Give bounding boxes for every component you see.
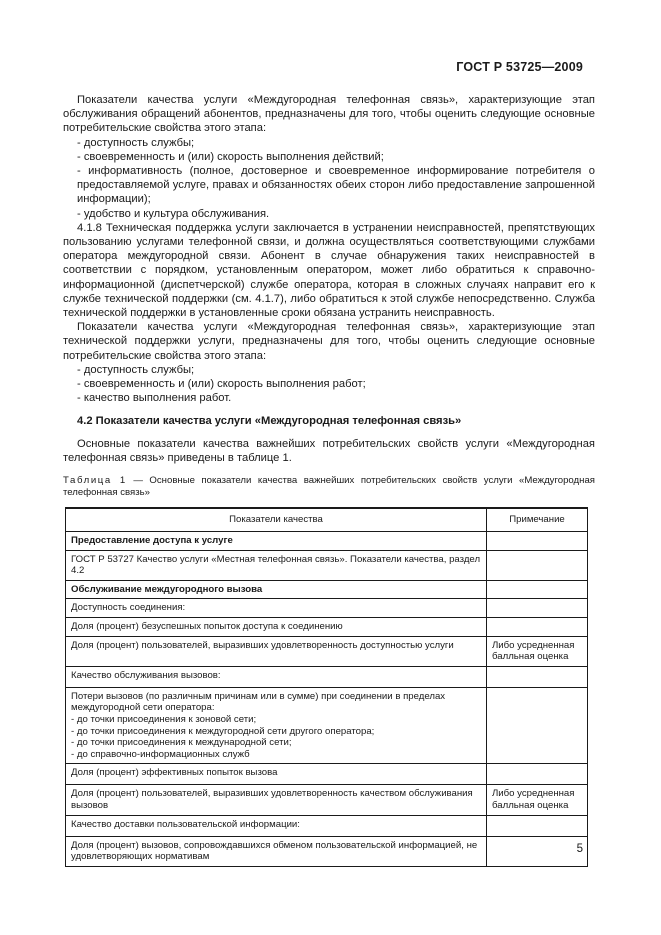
table-row <box>66 580 588 599</box>
section-title: 4.2 Показатели качества услуги «Междугородная телефонная связь» <box>77 415 462 428</box>
table-cell: Доля (процент) эффективных попыток вызова <box>66 764 487 785</box>
table-cell: Доля (процент) пользователей, выразивших удовлетворенность качеством обслуживания вызовов <box>66 785 487 815</box>
table-cell: Либо усредненная балльная оценка <box>487 636 588 666</box>
table-row <box>66 836 588 866</box>
list-item: - качество выполнения работ. <box>77 392 232 405</box>
table-cell: Качество доставки пользовательской информации: <box>66 815 487 836</box>
table-header-row <box>66 508 588 531</box>
table-cell: Обслуживание междугородного вызова <box>66 580 487 599</box>
table-cell <box>487 532 588 551</box>
table-row <box>66 764 588 785</box>
table-cell <box>487 764 588 785</box>
table-cell: Предоставление доступа к услуге <box>66 532 487 551</box>
indicators-table <box>65 507 588 866</box>
table-cell <box>487 815 588 836</box>
table-cell: ГОСТ Р 53727 Качество услуги «Местная телефонная связь». Показатели качества, раздел 4.2 <box>66 550 487 580</box>
table-row <box>66 687 588 764</box>
paragraph: 4.1.8 Техническая поддержка услуги заключается в устранении неисправностей, препятствующих пользованию услугами телефонной связи, и должна осуществляться соответствующими службами оператора междугородной связи. Абонент в случае обнаружения таких неисправностей в соответствии с порядком, установленным оператором, может либо обратиться к справочно-информационной (диспетчерской) службе оператора, которая в сложных случаях направит его к службе технической поддержки (см. 4.1.7), либо обратиться к этой службе непосредственно. Служба технической поддержки в установленные сроки обязана устранить неисправность. <box>63 221 595 320</box>
list-item: - доступность службы; <box>77 363 195 376</box>
document-number: ГОСТ Р 53725—2009 <box>456 60 583 74</box>
table-cell: Доля (процент) безуспешных попыток доступа к соединению <box>66 618 487 637</box>
losses-item: - до точки присоединения к междугородной сети другого оператора; <box>71 725 375 737</box>
table-row <box>66 599 588 618</box>
table-cell <box>487 666 588 687</box>
list-item: - своевременность и (или) скорость выполнения работ; <box>77 378 366 391</box>
list-item: - удобство и культура обслуживания. <box>77 207 270 220</box>
table-cell: Качество обслуживания вызовов: <box>66 666 487 687</box>
table-cell: Либо усредненная балльная оценка <box>487 785 588 815</box>
paragraph: Показатели качества услуги «Междугородная телефонная связь», характеризующие этап технической поддержки услуги, предназначены для того, чтобы оценить следующие основные потребительские свойства этого этапа: <box>63 321 595 362</box>
table-cell <box>487 599 588 618</box>
list-item: - информативность (полное, достоверное и своевременное информирование потребителя о предоставляемой услуге, правах и обязанностях обеих сторон либо предоставление запрошенной информации); <box>77 165 595 206</box>
header-note: Примечание <box>487 508 588 531</box>
table-cell: Доля (процент) вызовов, сопровождавшихся обменом пользовательской информацией, не удовлетворяющих нормативам <box>66 836 487 866</box>
table-row <box>66 550 588 580</box>
page-number: 5 <box>576 843 583 855</box>
losses-item: - до точки присоединения к зоновой сети; <box>71 714 257 726</box>
table-caption-text: — Основные показатели качества важнейших потребительских свойств услуги «Междугородная телефонная связь» <box>63 475 595 499</box>
list-item: - своевременность и (или) скорость выполнения действий; <box>77 150 384 163</box>
table-cell <box>487 687 588 764</box>
losses-item: - до справочно-информационных служб <box>71 748 250 760</box>
losses-item: - до точки присоединения к международной сети; <box>71 737 292 749</box>
paragraph: Показатели качества услуги «Междугородная телефонная связь», характеризующие этап обслуживания обращений абонентов, предназначены для того, чтобы оценить следующие основные потребительские свойства этого этапа: <box>63 94 595 135</box>
table-row <box>66 532 588 551</box>
table-row <box>66 618 588 637</box>
table-caption-label: Таблица 1 <box>63 475 127 487</box>
table-row <box>66 815 588 836</box>
table-cell: Доля (процент) пользователей, выразивших удовлетворенность доступностью услуги <box>66 636 487 666</box>
list-item: - доступность службы; <box>77 136 195 149</box>
table-row <box>66 666 588 687</box>
table-cell: Доступность соединения: <box>66 599 487 618</box>
table-cell <box>487 580 588 599</box>
table-cell <box>487 550 588 580</box>
header-indicators: Показатели качества <box>66 508 487 531</box>
table-caption <box>63 475 595 499</box>
table-row <box>66 785 588 815</box>
table-row <box>66 636 588 666</box>
table-cell <box>487 618 588 637</box>
paragraph: Основные показатели качества важнейших потребительских свойств услуги «Междугородная телефонная связь» приведены в таблице 1. <box>63 437 595 464</box>
table-cell <box>66 687 487 764</box>
losses-intro: Потери вызовов (по различным причинам или в сумме) при соединении в пределах междугородной сети оператора: <box>71 690 446 714</box>
table-cell <box>487 836 588 866</box>
page-content <box>63 93 595 867</box>
